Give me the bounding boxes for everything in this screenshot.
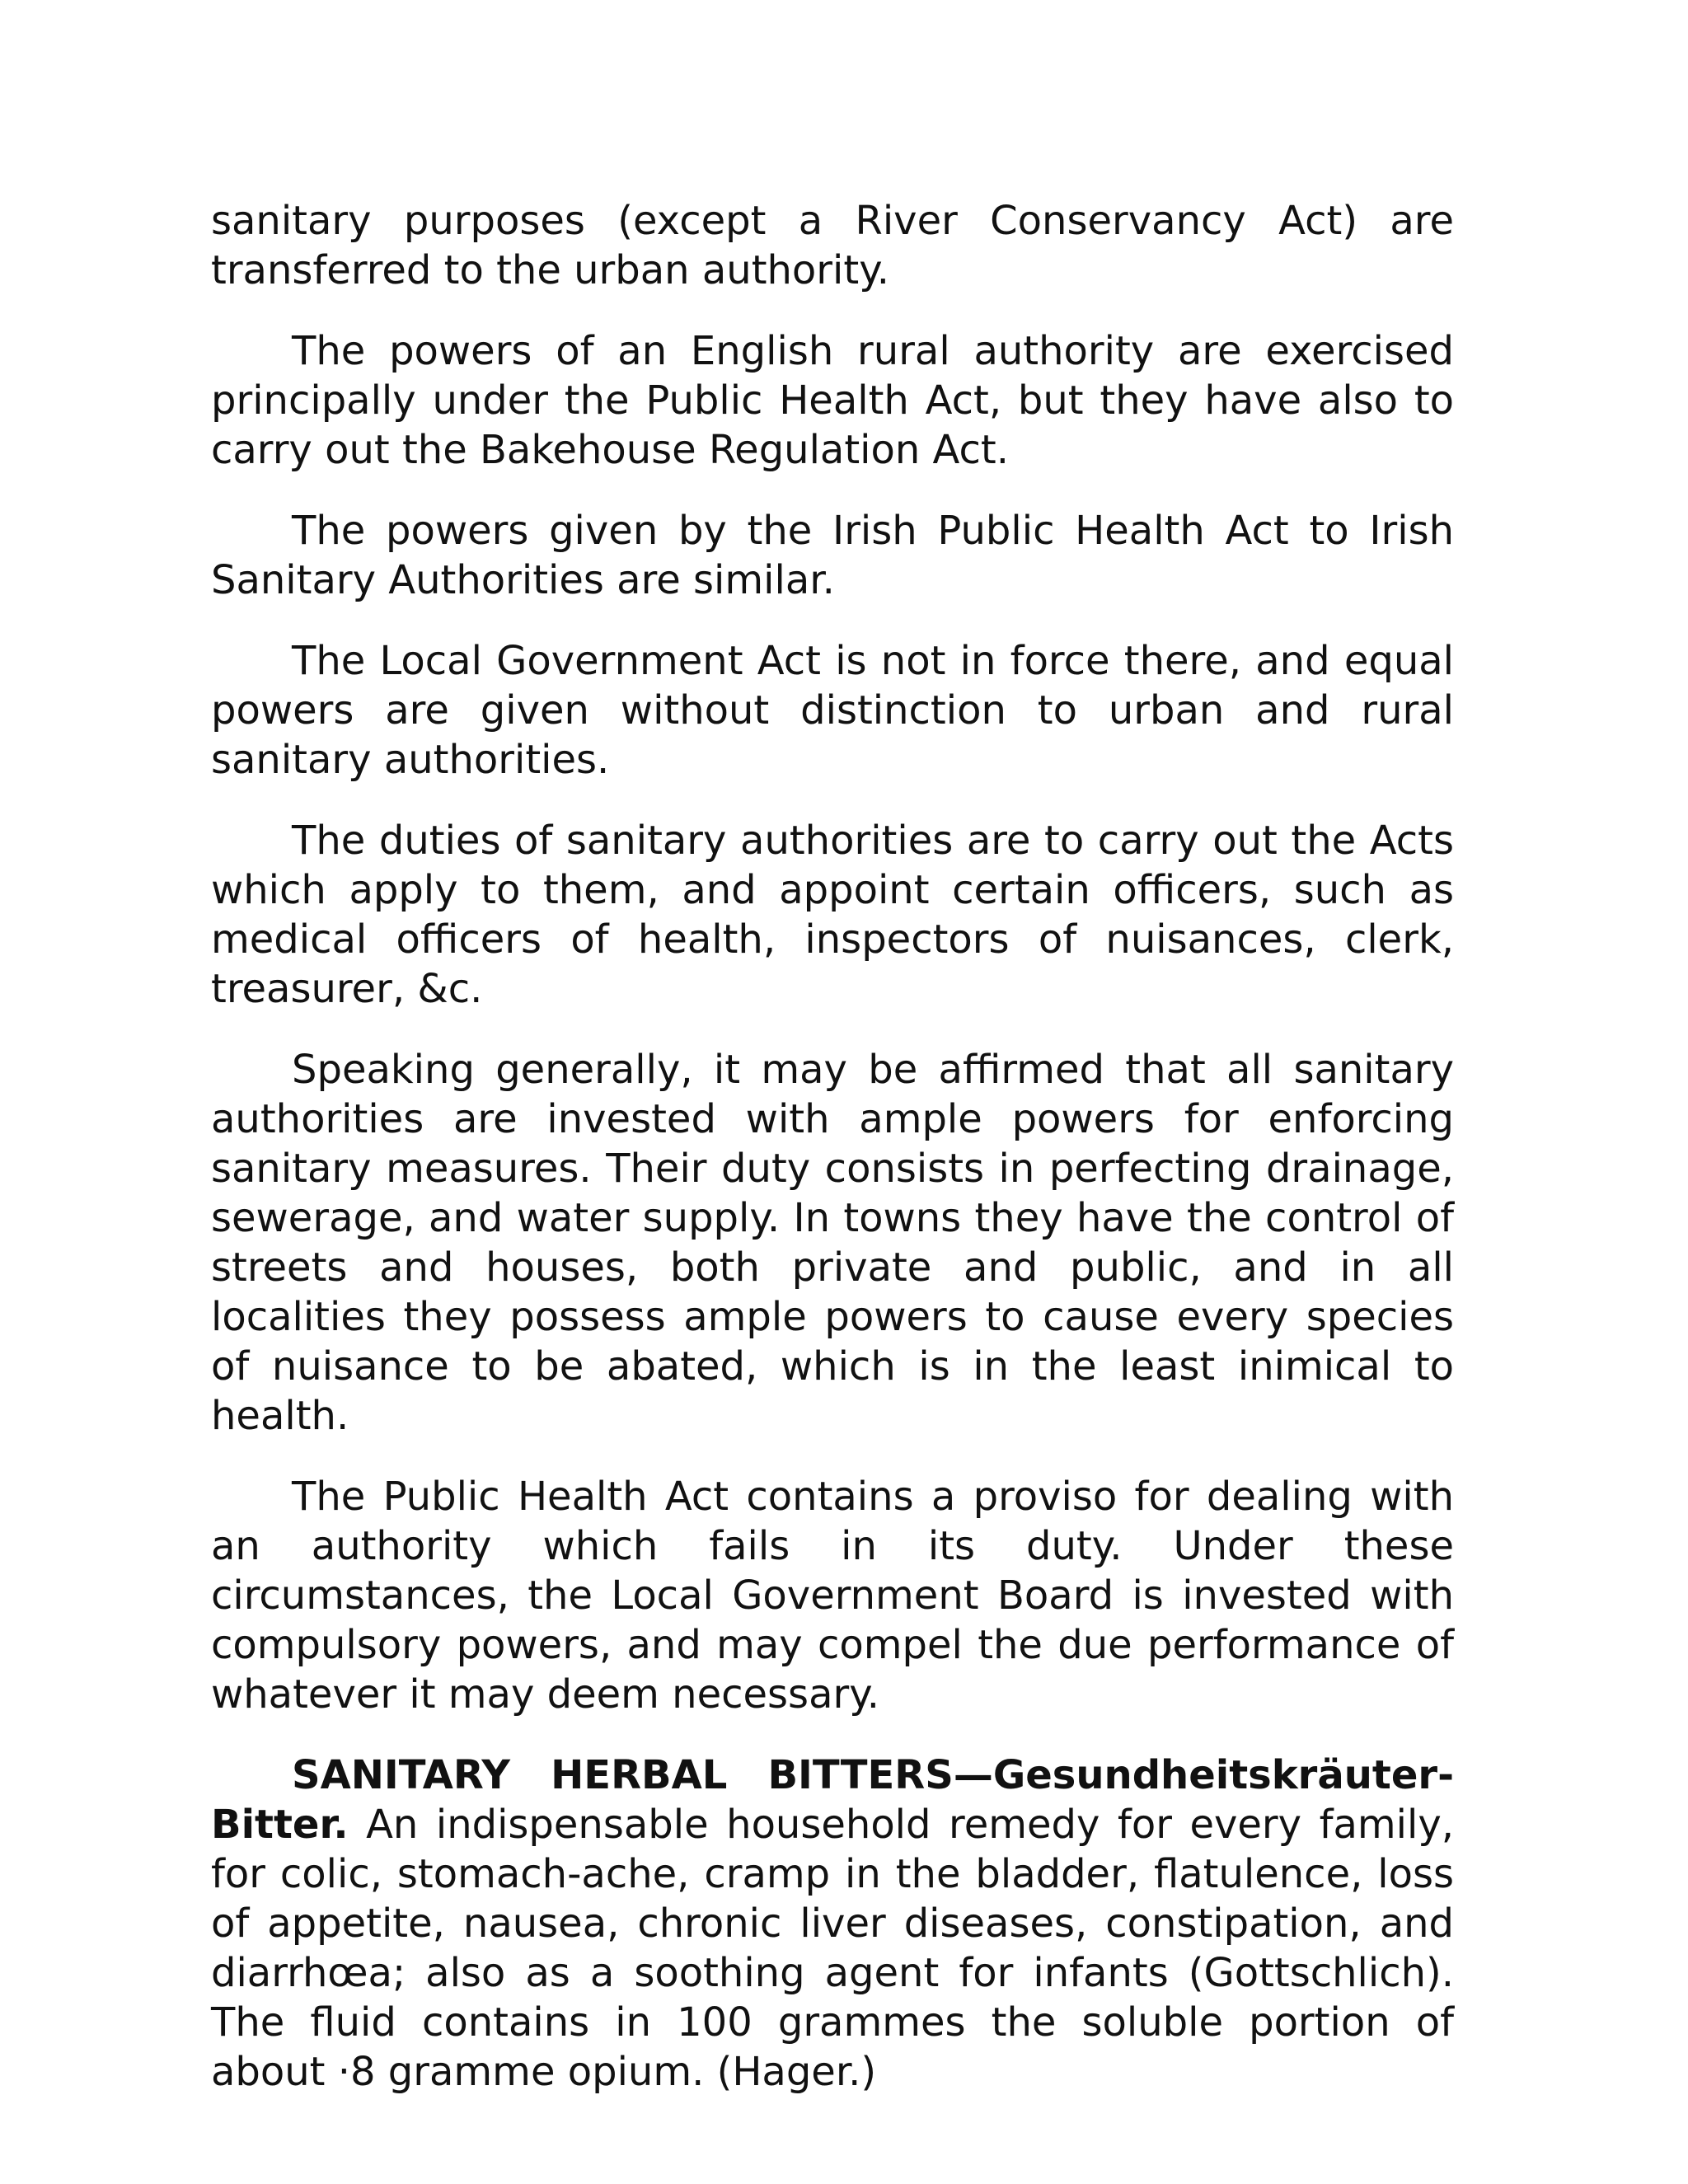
paragraph-powers-general: Speaking generally, it may be affirmed that all sanitary authorities are invested with ample powers for enforcing sanitary measures. Their duty consists in perfecting drainage, sewerage, and water supply. In towns they have the control of streets and houses, both private and public, and in all localities they possess ample powers to cause every species of nuisance to be abated, which is in the least inimical to health.	[211, 1047, 1454, 1439]
entry-heading: SANITARY HERBAL BITTERS—Gesundheitskräuter-Bitter.	[211, 1752, 1454, 1848]
paragraph-rural-authority: The powers of an English rural authority are exercised principally under the Public Health Act, but they have also to carry out the Bakehouse Regulation Act.	[211, 328, 1454, 473]
entry-body: An indispensable household remedy for every family, for colic, stomach-ache, cramp in the bladder, flatulence, loss of appetite, nausea, chronic liver diseases, constipation, and diarrhœa; also as a soothing agent for infants (Gottschlich). The fluid contains in 100 grammes the soluble portion of about ·8 gramme opium. (Hager.)	[211, 1802, 1454, 2095]
entry-sanitary-herbal-bitters	[211, 1750, 1454, 2097]
paragraph-irish-authorities: The powers given by the Irish Public Health Act to Irish Sanitary Authorities are similar.	[211, 508, 1454, 603]
paragraph-local-government-act: The Local Government Act is not in force there, and equal powers are given without distinction to urban and rural sanitary authorities.	[211, 638, 1454, 783]
paragraph-proviso: The Public Health Act contains a proviso for dealing with an authority which fails in its duty. Under these circumstances, the Local Government Board is invested with compulsory powers, and may compel the due performance of whatever it may deem necessary.	[211, 1474, 1454, 1718]
document-page	[211, 196, 1454, 2128]
paragraph-continuation: sanitary purposes (except a River Conservancy Act) are transferred to the urban authority.	[211, 198, 1454, 293]
paragraph-duties: The duties of sanitary authorities are to carry out the Acts which apply to them, and appoint certain officers, such as medical officers of health, inspectors of nuisances, clerk, treasurer, &c.	[211, 818, 1454, 1012]
